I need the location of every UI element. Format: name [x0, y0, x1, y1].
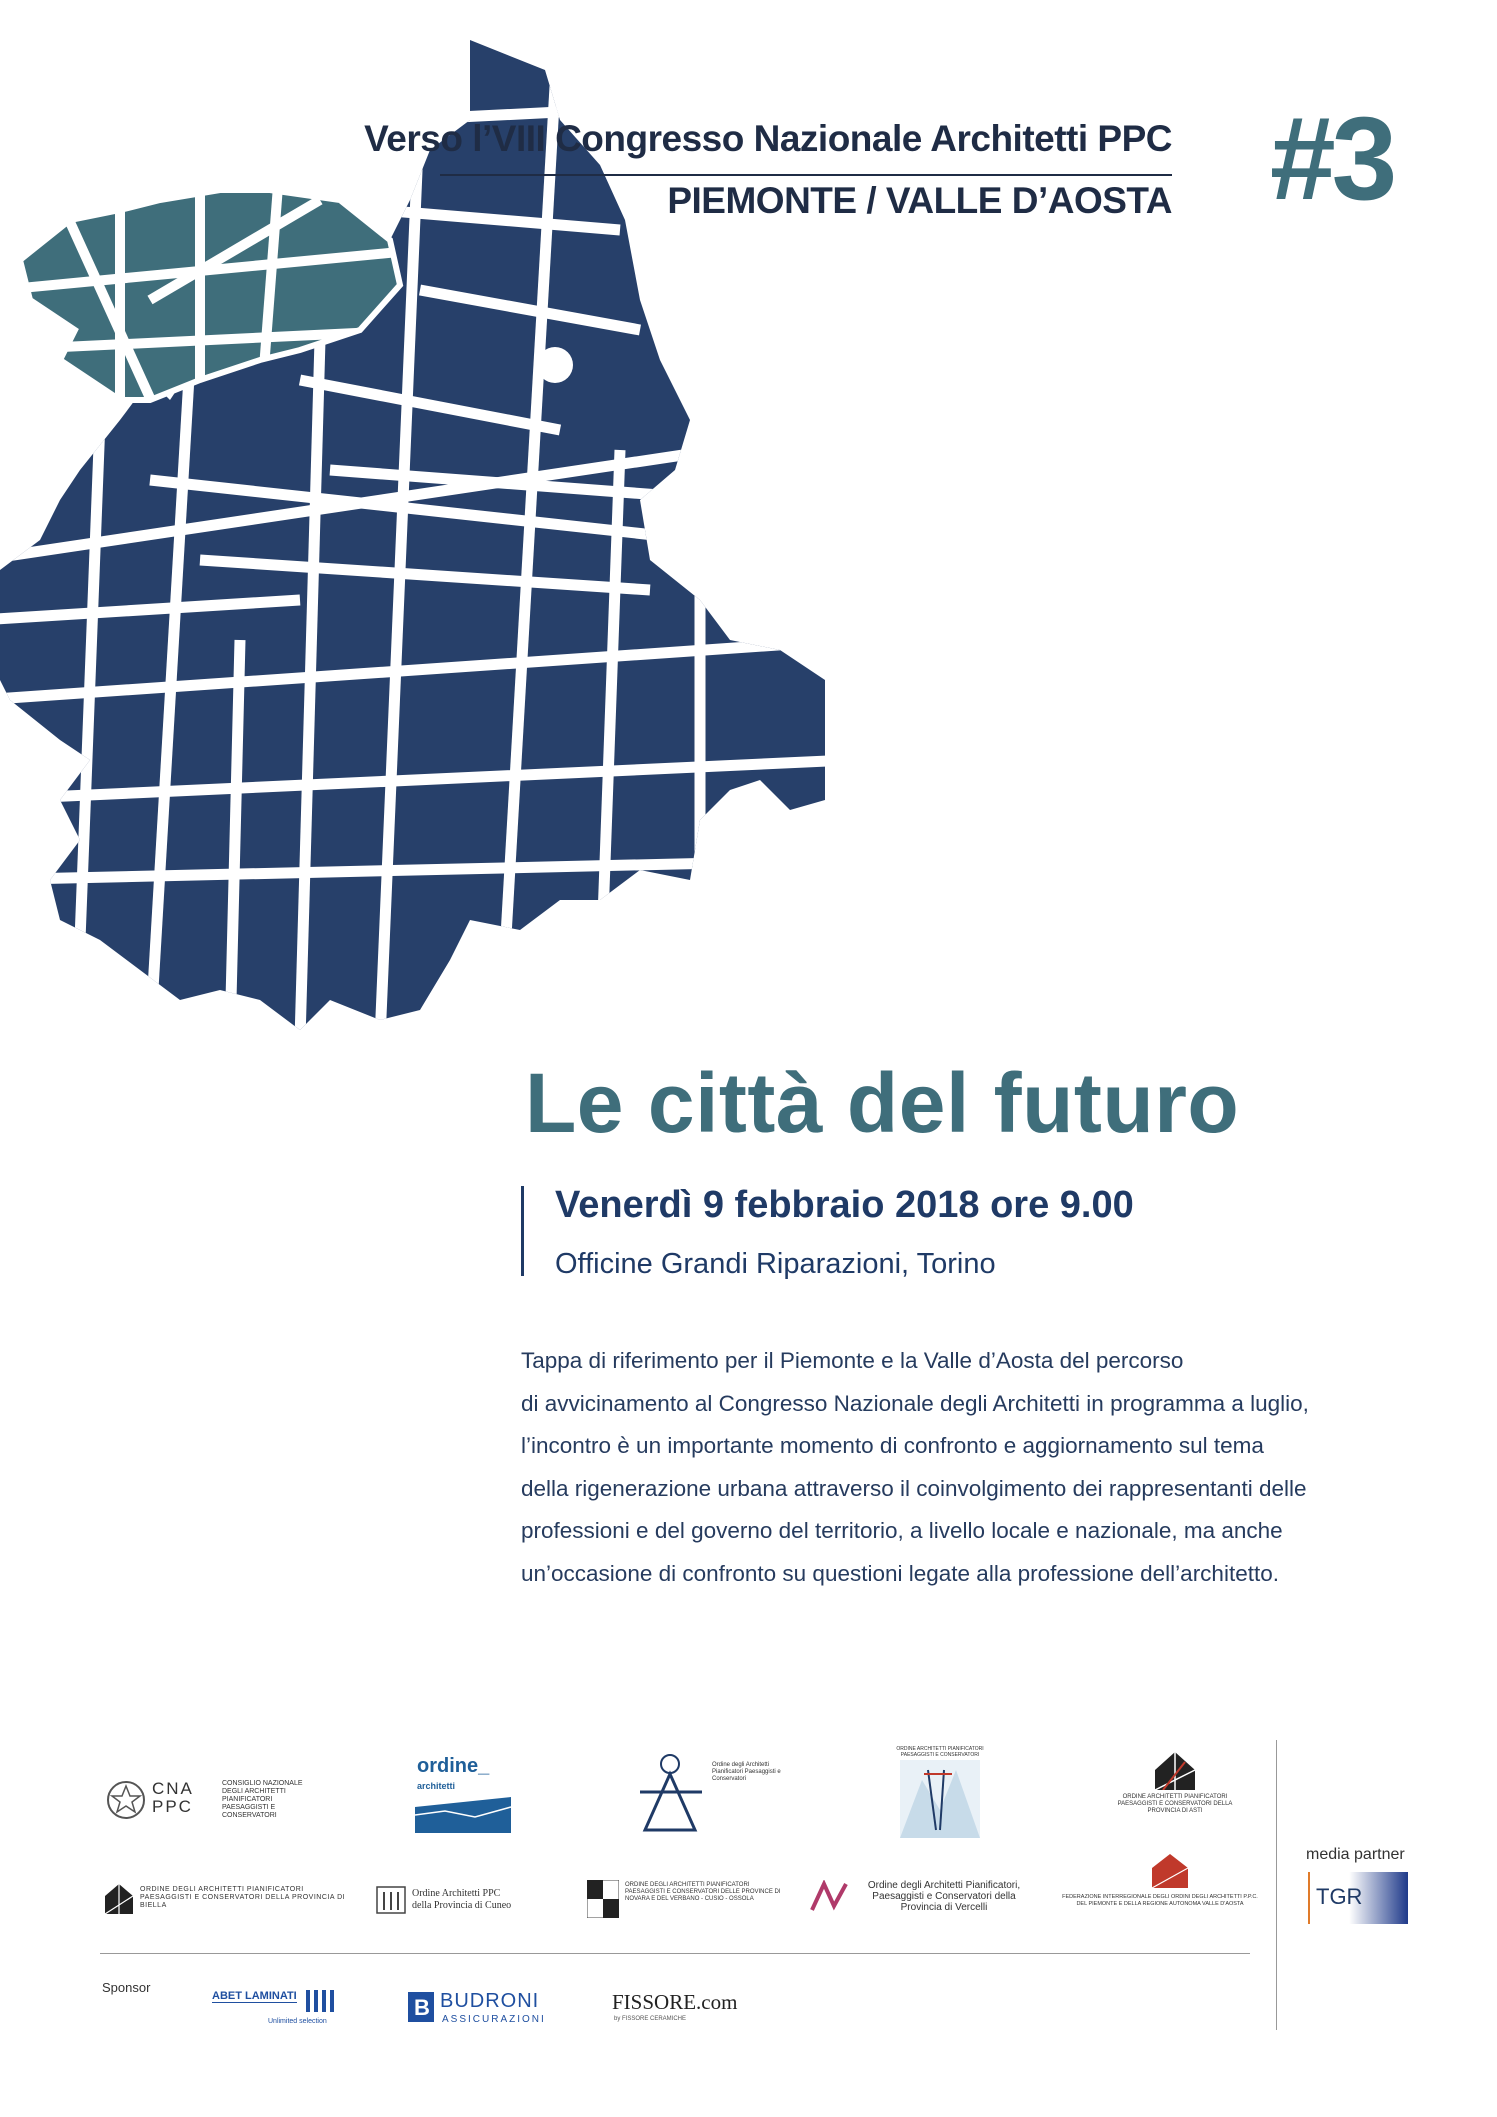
emblem-icon — [104, 1778, 148, 1822]
description-line: l’incontro è un importante momento di confronto e aggiornamento sul tema — [521, 1433, 1264, 1458]
abet-sub: Unlimited selection — [268, 2018, 327, 2025]
svg-text:B: B — [414, 1995, 430, 2020]
budroni-sub: ASSICURAZIONI — [442, 2014, 546, 2025]
logo-ordine-torino — [415, 1755, 515, 1835]
logo-ordine-vercelli — [810, 1878, 1040, 1918]
event-venue: Officine Grandi Riparazioni, Torino — [555, 1248, 996, 1280]
header-congress-title: Verso l’VIII Congresso Nazionale Architetti PPC — [364, 118, 1172, 159]
description-line: di avvicinamento al Congresso Nazionale degli Architetti in programma a luglio, — [521, 1390, 1309, 1416]
horizontal-divider — [100, 1953, 1250, 1954]
logo-ordine-asti — [1110, 1750, 1240, 1830]
logo-tgr — [1308, 1872, 1408, 1924]
fissore-sub: by FISSORE CERAMICHE — [614, 2016, 687, 2022]
triangle-a-icon — [640, 1752, 710, 1832]
header-block — [364, 118, 1252, 221]
federazione-text: FEDERAZIONE INTERREGIONALE DEGLI ORDINI DEGLI ARCHITETTI P.P.C. DEL PIEMONTE E DELLA REGIONE AUTONOMA VALLE D'AOSTA — [1062, 1894, 1258, 1907]
cnappc-text: CONSIGLIO NAZIONALE DEGLI ARCHITETTI PIANIFICATORI PAESAGGISTI E CONSERVATORI — [222, 1780, 303, 1819]
header-region: PIEMONTE / VALLE D’AOSTA — [667, 180, 1172, 221]
house-icon — [1153, 1750, 1197, 1790]
aosta-text: ORDINE ARCHITETTI PIANIFICATORI PAESAGGISTI E CONSERVATORI — [896, 1746, 984, 1758]
logo-ordine-novara — [587, 1880, 787, 1920]
vertical-divider — [1276, 1740, 1277, 2030]
house-red-icon — [1150, 1852, 1190, 1888]
cuneo-text: Ordine Architetti PPC della Provincia di Cuneo — [412, 1888, 512, 1911]
av-icon — [810, 1880, 850, 1914]
logo-ordine-cuneo — [376, 1886, 512, 1922]
vercelli-text: Ordine degli Architetti Pianificatori, Paesaggisti e Conservatori della Provincia di Vercelli — [867, 1880, 1021, 1913]
logo-cnappc — [104, 1778, 304, 1828]
alessandria-text: Ordine degli Architetti Pianificatori Paesaggisti e Conservatori — [712, 1762, 781, 1782]
logo-ordine-biella — [104, 1882, 344, 1918]
event-title: Le città del futuro — [525, 1056, 1240, 1150]
sponsor-label: Sponsor — [102, 1980, 151, 1995]
cnappc-mark: CNA PPC — [152, 1779, 193, 1816]
biella-text: ORDINE DEGLI ARCHITETTI PIANIFICATORI PAESAGGISTI E CONSERVATORI DELLA PROVINCIA DI BIELLA — [140, 1886, 346, 1909]
logo-federazione — [1060, 1852, 1260, 1922]
description-line: Tappa di riferimento per il Piemonte e la Valle d’Aosta del percorso — [521, 1348, 1184, 1373]
tgr-mark: TGR — [1316, 1884, 1363, 1909]
date-accent-bar — [521, 1186, 524, 1276]
novara-text: ORDINE DEGLI ARCHITETTI PIANIFICATORI PAESAGGISTI E CONSERVATORI DELLE PROVINCE DI NOVARA E DEL VERBANO - CUSIO - OSSOLA — [625, 1882, 781, 1902]
columns-icon — [376, 1886, 406, 1914]
ordine-sub: architetti — [417, 1781, 456, 1791]
description-line: della rigenerazione urbana attraverso il coinvolgimento dei rappresentanti delle — [521, 1475, 1307, 1501]
house-icon — [104, 1882, 134, 1914]
logo-budroni — [408, 1990, 568, 2030]
ordine-wave-icon — [415, 1793, 511, 1833]
asti-text: ORDINE ARCHITETTI PIANIFICATORI PAESAGGISTI E CONSERVATORI DELLA PROVINCIA DI ASTI — [1117, 1794, 1233, 1814]
header-number: #3 — [1270, 93, 1394, 225]
event-description — [521, 1340, 1441, 1595]
budroni-mark: BUDRONI — [440, 1990, 540, 2012]
header-rule — [440, 174, 1172, 176]
logo-ordine-alessandria — [640, 1752, 780, 1834]
abet-bars-icon — [306, 1990, 340, 2012]
media-partner-label: media partner — [1306, 1846, 1405, 1863]
abet-mark: ABET LAMINATI — [212, 1990, 297, 2002]
logo-ordine-aosta — [895, 1746, 985, 1841]
event-date: Venerdì 9 febbraio 2018 ore 9.00 — [555, 1184, 1134, 1226]
budroni-b-icon — [408, 1992, 434, 2022]
logo-fissore — [612, 1990, 782, 2030]
description-line: professioni e del governo del territorio, a livello locale e nazionale, ma anche — [521, 1518, 1283, 1543]
fissore-mark: FISSORE.com — [612, 1990, 738, 2014]
mountain-icon — [900, 1760, 980, 1838]
logo-abet — [212, 1990, 342, 2032]
archnvco-icon — [587, 1880, 619, 1918]
description-line: un’occasione di confronto su questioni legate alla professione dell’architetto. — [521, 1560, 1279, 1586]
ordine-mark: ordine_ — [417, 1755, 490, 1777]
